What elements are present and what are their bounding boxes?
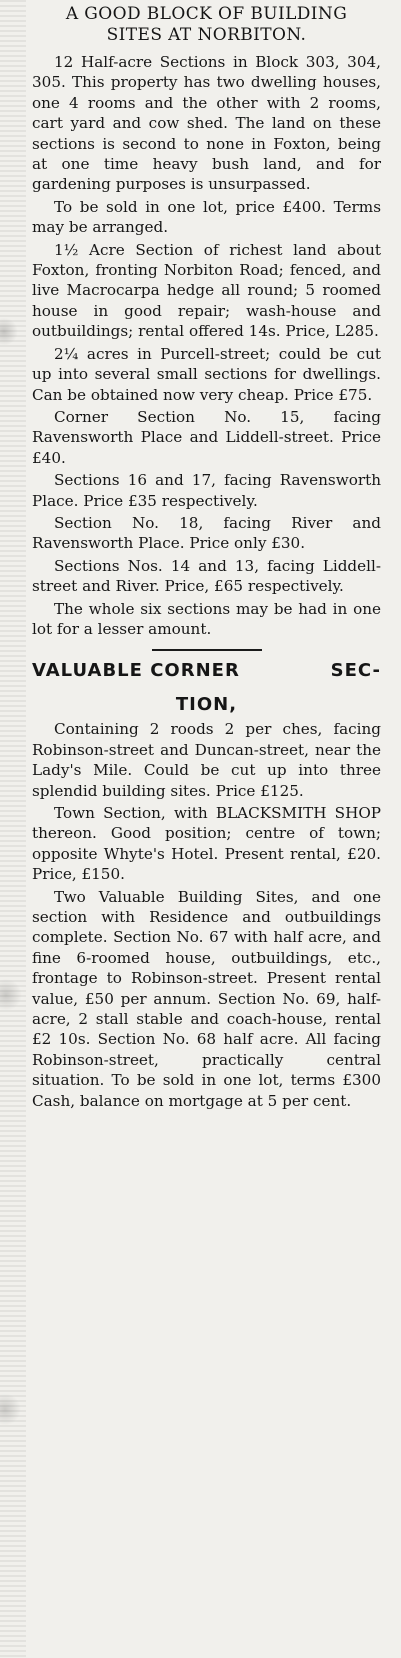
section-heading-cont: TION,: [175, 694, 238, 716]
paragraph: 2¼ acres in Purcell-street; could be cut up into several small sections for dwellings. Can be obtained now very cheap. Price £75.: [32, 344, 381, 404]
title-line-1: A GOOD BLOCK OF BUILDING: [65, 4, 348, 24]
section-divider: [152, 649, 262, 651]
section-heading-left: VALUABLE CORNER: [32, 660, 240, 682]
paragraph: 12 Half-acre Sections in Block 303, 304, 305. This property has two dwelling houses, one 4 rooms and the other with 2 rooms, cart yard and cow shed. The land on these sections is second to none in Foxton, being at one time heavy bush land, and for gardening purposes is unsurpassed.: [32, 53, 381, 194]
paragraph: Sections 16 and 17, facing Ravensworth Place. Price £35 respectively.: [32, 471, 381, 510]
scan-edge-shadow: [0, 0, 26, 1658]
paragraph: Corner Section No. 15, facing Ravensworth Place and Liddell-street. Price £40.: [32, 407, 381, 467]
paragraph: Section No. 18, facing River and Ravensworth Place. Price only £30.: [32, 513, 381, 553]
title-line-2: SITES AT NORBITON.: [106, 25, 307, 45]
paragraph: Town Section, with BLACKSMITH SHOP thereon. Good position; centre of town; opposite Whyte's Hotel. Present rental, £20. Price, £150.: [32, 804, 381, 884]
paragraph: The whole six sections may be had in one lot for a lesser amount.: [32, 599, 381, 638]
paragraph: 1½ Acre Section of richest land about Foxton, fronting Norbiton Road; fenced, and live Macrocarpa hedge all round; 5 roomed house in good repair; wash-house and outbuildings; rental offered 14s. Price, L285.: [32, 240, 381, 341]
paragraph: Two Valuable Building Sites, and one section with Residence and outbuildings complete. Section No. 67 with half acre, and fine 6-roomed house, outbuildings, etc., frontage to Robinson-street. Present rental value, £50 per annum. Section No. 69, half-acre, 2 stall stable and coach-house, rental £2 10s. Section No. 68 half acre. All facing Robinson-street, practically central situation. To be sold in one lot, terms £300 Cash, balance on mortgage at 5 per cent.: [32, 887, 381, 1110]
section-heading: [32, 659, 381, 683]
paragraph: Containing 2 roods 2 per ches, facing Robinson-street and Duncan-street, near the Lady's Mile. Could be cut up into three splendid building sites. Price £125.: [32, 720, 381, 800]
paragraph: Sections Nos. 14 and 13, facing Liddell-street and River. Price, £65 respectively.: [32, 556, 381, 596]
paragraph: To be sold in one lot, price £400. Terms may be arranged.: [32, 197, 381, 237]
section-heading-right: SEC-: [330, 660, 381, 682]
